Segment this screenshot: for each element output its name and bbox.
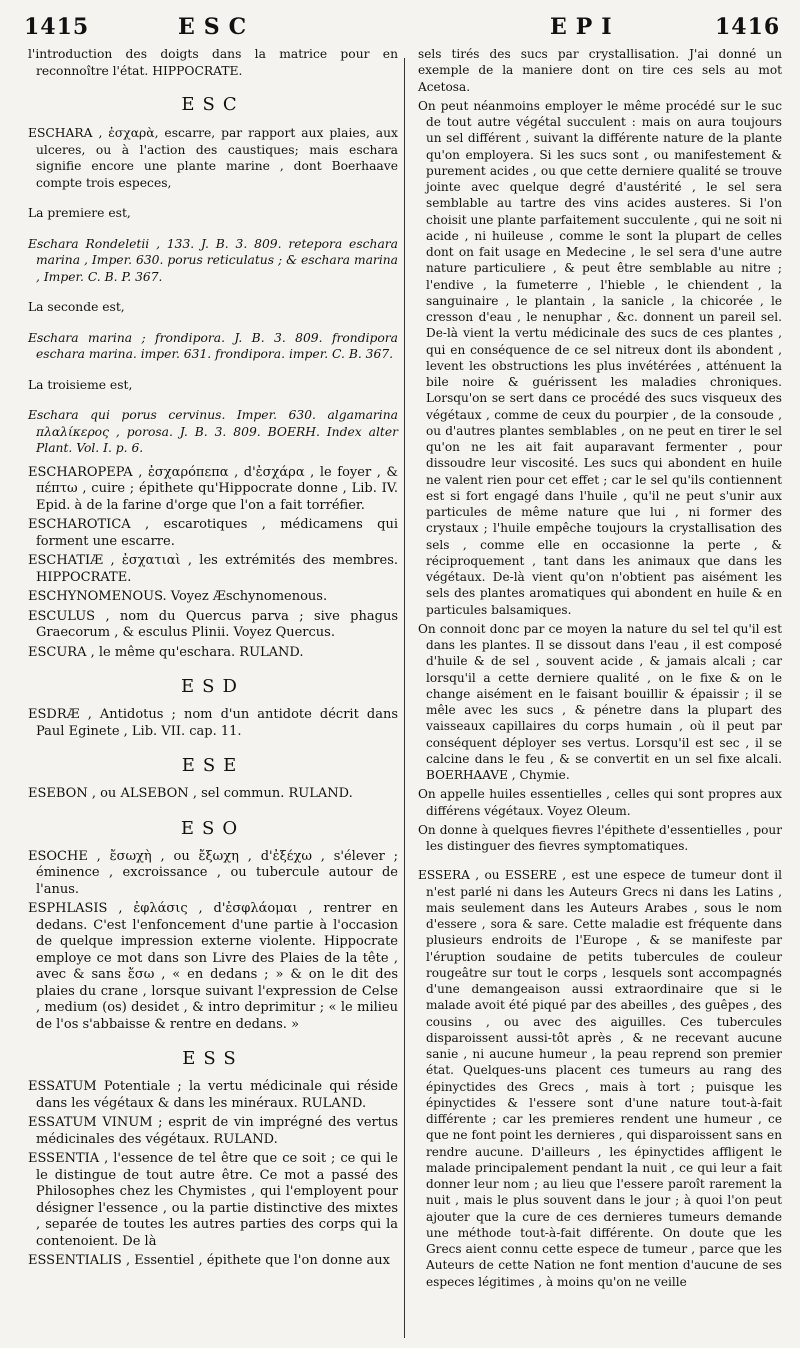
entry-intro: l'introduction des doigts dans la matrice pour en reconnoître l'état. HIPPOCRATE. [28, 47, 398, 78]
right-column [418, 46, 782, 1293]
entry-escharopepa: ESCHAROPEPA , ἐσχαρόπεπα , d'ἐσχάρα , le foyer , & πέπτω , cuire ; épithete qu'Hippocrate donne , Lib. IV. Epid. à de la farine d'orge que l'on a fait torréfier. [28, 464, 398, 513]
running-head-right: EPI [550, 14, 621, 40]
continuation-paragraph: sels tirés des sucs par crystallisation. J'ai donné un exemple de la maniere dont on tire ces sels au mot Acetosa. [418, 47, 782, 94]
page-number-left: 1415 [24, 14, 90, 40]
entry-eschatiae: ESCHATIÆ , ἐσχατιαὶ , les extrémités des membres. HIPPOCRATE. [28, 553, 398, 585]
paragraph-huiles-essentielles: On appelle huiles essentielles , celles qui sont propres aux différens végétaux. Voyez Oleum. [418, 787, 782, 818]
paragraph-procede: On peut néanmoins employer le même procédé sur le suc de tout autre végétal succulent : mais on aura toujours un sel différent , suivant la différente nature de la plante qu'on employera. Si les sucs sont , ou manifestement & purement acides , ou que cette derniere qualité se trouve jointe avec quelque degré d'austérité , le sel sera semblable au tartre des vins acides austeres. Si l'on choisit une plante parfaitement succulente , qui ne soit ni acide , ni huileuse , comme le sont la plupart de celles dont on fait usage en Medecine , le sel sera d'une autre nature particuliere , & peut être semblable au nitre ; l'endive , la fumeterre , l'hieble , le chiendent , la sanguinaire , le plantain , la sanicle , la chicorée , le cresson d'eau , le nenuphar , &c. donnent un pareil sel. De-là vient la vertu médicinale des sucs de ces plantes , qui en conséquence de ce sel nitreux dont ils abondent , levent les obstructions les plus invétérées , atténuent la bile noire & guérissent les maladies chroniques. Lorsqu'on se sert dans ce procédé des sucs visqueux des végétaux , comme de ceux du pourpier , de la consoude , ou d'autres plantes semblables , on ne peut en tirer le sel qu'on ne les ait fait auparavant fermenter , pour dissoudre leur viscosité. Les sucs qui abondent en huile ne valent rien pour cet effet ; car le sel qu'ils contiennent est si fort engagé dans l'huile , qu'il ne peut s'unir aux particules de même nature que lui , ni former des crystaux ; l'huile empêche toujours la crystallisation des sels , comme elle en occasionne la perte , & réciproquement , tant dans les animaux que dans les végétaux. De-là vient qu'on n'obtient pas aisément les sels des plantes aromatiques qui abondent en huile & en particules balsamiques. [418, 98, 782, 617]
section-heading-ess: ESS [182, 1048, 244, 1069]
entry-esoche: ESOCHE , ἔσωχὴ , ou ἔξωχη , d'ἐξέχω , s'élever ; éminence , excroissance , ou tubercule autour de l'anus. [28, 848, 398, 897]
section-heading-esc: ESC [181, 94, 245, 115]
entry-essera: ESSERA , ou ESSERE , est une espece de tumeur dont il n'est parlé ni dans les Auteurs Grecs ni dans les Latins , mais seulement dans les Auteurs Arabes , sous le nom d'essere , sora & sare. Cette maladie est fréquente dans plusieurs endroits de l'Europe , & se manifeste par l'éruption soudaine de petits tubercules de couleur rougeâtre sur tout le corps , lesquels sont accompagnés d'une demangeaison aussi extraordinaire que si le malade avoit été piqué par des abeilles , des guêpes , des cousins , ou avec des aiguilles. Ces tubercules disparoissent aussi-tôt après , & ne recevant aucune sanie , ni aucune humeur , la peau reprend son premier état. Quelques-uns placent ces tumeurs au rang des épinyctides des Grecs , mais à tort ; puisque les épinyctides & l'essere sont d'une nature tout-à-fait différente ; car les premieres rendent une humeur , ce que ne font point les dernieres , qui disparoissent sans en rendre aucune. D'ailleurs , les épinyctides affligent le malade principalement pendant la nuit , ce qui leur a fait donner leur nom ; au lieu que l'essere paroît rarement la nuit , mais le plus souvent dans le jour ; à quoi l'on peut ajouter que la cure de ces dernieres tumeurs demande une méthode tout-à-fait différente. On doute que les Grecs aient connu cette espece de tumeur , parce que les Auteurs de cette Nation ne font mention d'aucune de ses especes légitimes , à moins qu'on ne veille [418, 868, 782, 1289]
entry-escharotica: ESCHAROTICA , escarotiques , médicamens qui forment une escarre. [28, 517, 398, 549]
entry-esculus: ESCULUS , nom du Quercus parva ; sive phagus Graecorum , & esculus Plinii. Voyez Quercus. [28, 608, 398, 640]
section-heading-ese: ESE [181, 755, 245, 776]
spacer [418, 857, 782, 867]
entry-essentialis: ESSENTIALIS , Essentiel , épithete que l'on donne aux [28, 1253, 391, 1268]
synonym-1: Eschara Rondeletii , 133. J. B. 3. 809. retepora eschara marina , Imper. 630. porus reticulatus ; & eschara marina , Imper. C. B. P. 367. [28, 236, 398, 284]
section-heading-eso: ESO [180, 817, 246, 839]
running-head-left: ESC [178, 14, 256, 40]
entry-essentia: ESSENTIA , l'essence de tel être que ce soit ; ce qui le le distingue de tout autre être. Ce mot a passé des Philosophes chez les Chymistes , qui l'employent pour désigner l'essence , ou la partie distinctive des mixtes , separée de toutes les autres parties des corps qui la contenoient. De là [28, 1151, 398, 1249]
entry-essatum-vinum: ESSATUM VINUM ; esprit de vin imprégné des vertus médicinales des végétaux. RULAND. [28, 1115, 398, 1147]
label-premiere: La premiere est, [28, 206, 131, 220]
entry-escura: ESCURA , le même qu'eschara. RULAND. [28, 644, 304, 660]
entry-esdrae: ESDRÆ , Antidotus ; nom d'un antidote décrit dans Paul Eginete , Lib. VII. cap. 11. [28, 707, 398, 739]
paragraph-fievres: On donne à quelques fievres l'épithete d'essentielles , pour les distinguer des fievres symptomatiques. [418, 822, 782, 853]
entry-eschara: ESCHARA , ἐσχαρὰ, escarre, par rapport aux plaies, aux ulceres, ou à l'action des caustiques; mais eschara signifie encore une plante marine , dont Boerhaave compte trois especes, [28, 126, 398, 190]
section-heading-esd: ESD [181, 676, 245, 697]
synonym-2: Eschara marina ; frondipora. J. B. 3. 809. frondipora eschara marina. imper. 631. frondipora. imper. C. B. 367. [28, 330, 398, 361]
label-troisieme: La troisieme est, [28, 377, 133, 392]
entry-eschynomenous: ESCHYNOMENOUS. Voyez Æschynomenous. [28, 589, 328, 604]
page-number-right: 1416 [715, 14, 781, 40]
label-seconde: La seconde est, [28, 300, 125, 314]
entry-essatum-potentiale: ESSATUM Potentiale ; la vertu médicinale qui réside dans les végétaux & dans les minéraux. RULAND. [28, 1079, 398, 1111]
entry-esphlasis: ESPHLASIS , ἐφλάσις , d'ἐσφλάομαι , rentrer en dedans. C'est l'enfoncement d'une partie à l'occasion de quelque impression externe violente. Hippocrate employe ce mot dans son Livre des Plaies de la tête , avec & sans ἔσω , « en dedans ; » & on le dit des plaies du crane , lorsque suivant l'expression de Celse , medium (os) desidet , & intro deprimitur ; « le milieu de l'os s'abbaisse & rentre en dedans. » [28, 901, 398, 1032]
paragraph-nature-du-sel: On connoit donc par ce moyen la nature du sel tel qu'il est dans les plantes. Il se dissout dans l'eau , il est composé d'huile & de sel , souvent acide , & jamais alcali ; car lorsqu'il a cette derniere qualité , on le fixe & on le change aisément en le faisant bouillir & épaissir ; il se mêle avec les sucs , & pénetre dans la plupart des vaisseaux capillaires du corps humain , où il peut par conséquent déployer ses vertus. Lorsqu'il est sec , il se calcine dans le feu , & se convertit en un sel fixe alcali. BOERHAAVE , Chymie. [418, 621, 782, 782]
column-divider [404, 58, 405, 1338]
entry-esebon: ESEBON , ou ALSEBON , sel commun. RULAND. [28, 786, 353, 801]
left-column [28, 46, 398, 1273]
synonym-3: Eschara qui porus cervinus. Imper. 630. algamarina πλαλίκερος , porosa. J. B. 3. 809. BOERH. Index alter Plant. Vol. I. p. 6. [28, 408, 398, 455]
